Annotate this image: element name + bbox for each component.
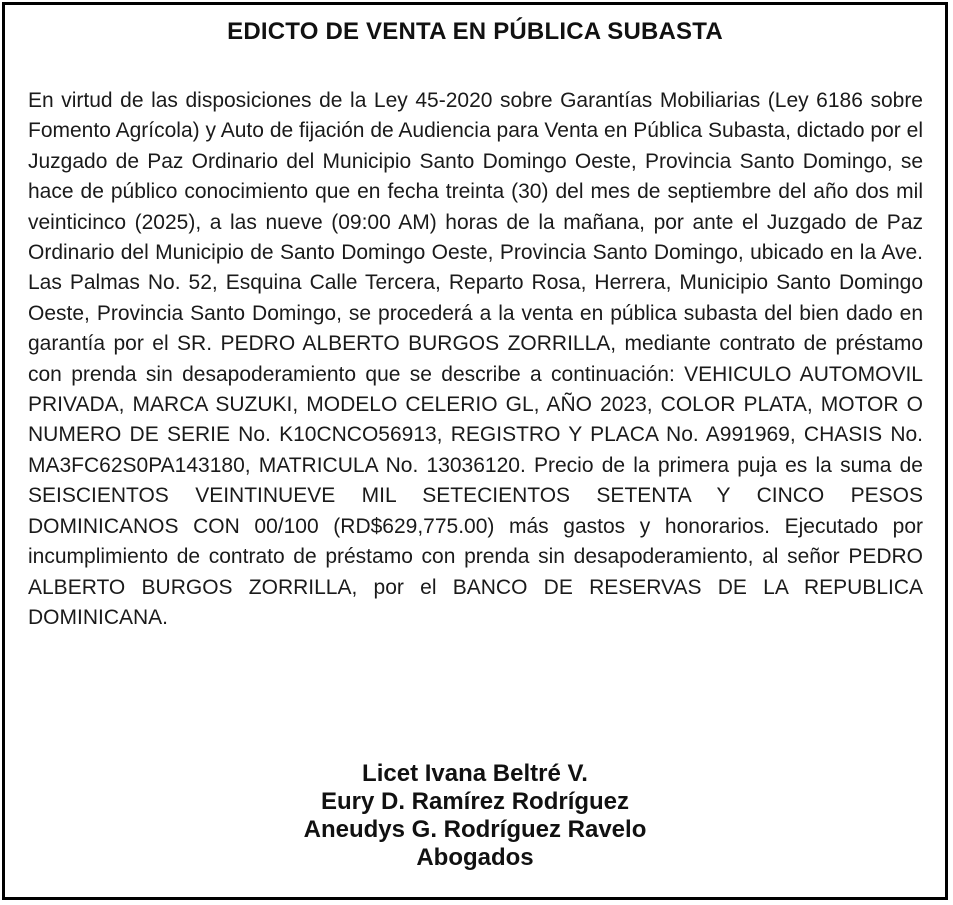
signatory-role: Abogados: [416, 844, 534, 871]
notice-body: En virtud de las disposiciones de la Ley 45-2020 sobre Garantías Mobiliarias (Ley 6186 sobre Fomento Agrícola) y Auto de fijación de Audiencia para Venta en Pública Subasta, dictado por el Juzgado de Paz Ordinario del Municipio Santo Domingo Oeste, Provincia Santo Domingo, se hace de público conocimiento que en fecha treinta (30) del mes de septiembre del año dos mil veinticinco (2025), a las nueve (09:00 AM) horas de la mañana, por ante el Juzgado de Paz Ordinario del Municipio de Santo Domingo Oeste, Provincia Santo Domingo, ubicado en la Ave. Las Palmas No. 52, Esquina Calle Tercera, Reparto Rosa, Herrera, Municipio Santo Domingo Oeste, Provincia Santo Domingo, se procederá a la venta en pública subasta del bien dado en garantía por el SR. PEDRO ALBERTO BURGOS ZORRILLA, mediante contrato de préstamo con prenda sin desapoderamiento que se describe a continuación: VEHICULO AUTOMOVIL PRIVADA, MARCA SUZUKI, MODELO CELERIO GL, AÑO 2023, COLOR PLATA, MOTOR O NUMERO DE SERIE No. K10CNCO56913, REGISTRO Y PLACA No. A991969, CHASIS No. MA3FC62S0PA143180, MATRICULA No. 13036120. Precio de la primera puja es la suma de SEISCIENTOS VEINTINUEVE MIL SETECIENTOS SETENTA Y CINCO PESOS DOMINICANOS CON 00/100 (RD$629,775.00) más gastos y honorarios. Ejecutado por incumplimiento de contrato de préstamo con prenda sin desapoderamiento, al señor PEDRO ALBERTO BURGOS ZORRILLA, por el BANCO DE RESERVAS DE LA REPUBLICA DOMINICANA.: [28, 89, 923, 629]
notice-border: [2, 2, 948, 900]
signature-block: [5, 760, 945, 872]
signatory-name: Eury D. Ramírez Rodríguez: [320, 788, 630, 815]
signatory-name: Aneudys G. Rodríguez Ravelo: [303, 816, 647, 843]
signatory-name: Licet Ivana Beltré V.: [362, 760, 588, 787]
notice-title: EDICTO DE VENTA EN PÚBLICA SUBASTA: [227, 18, 723, 45]
